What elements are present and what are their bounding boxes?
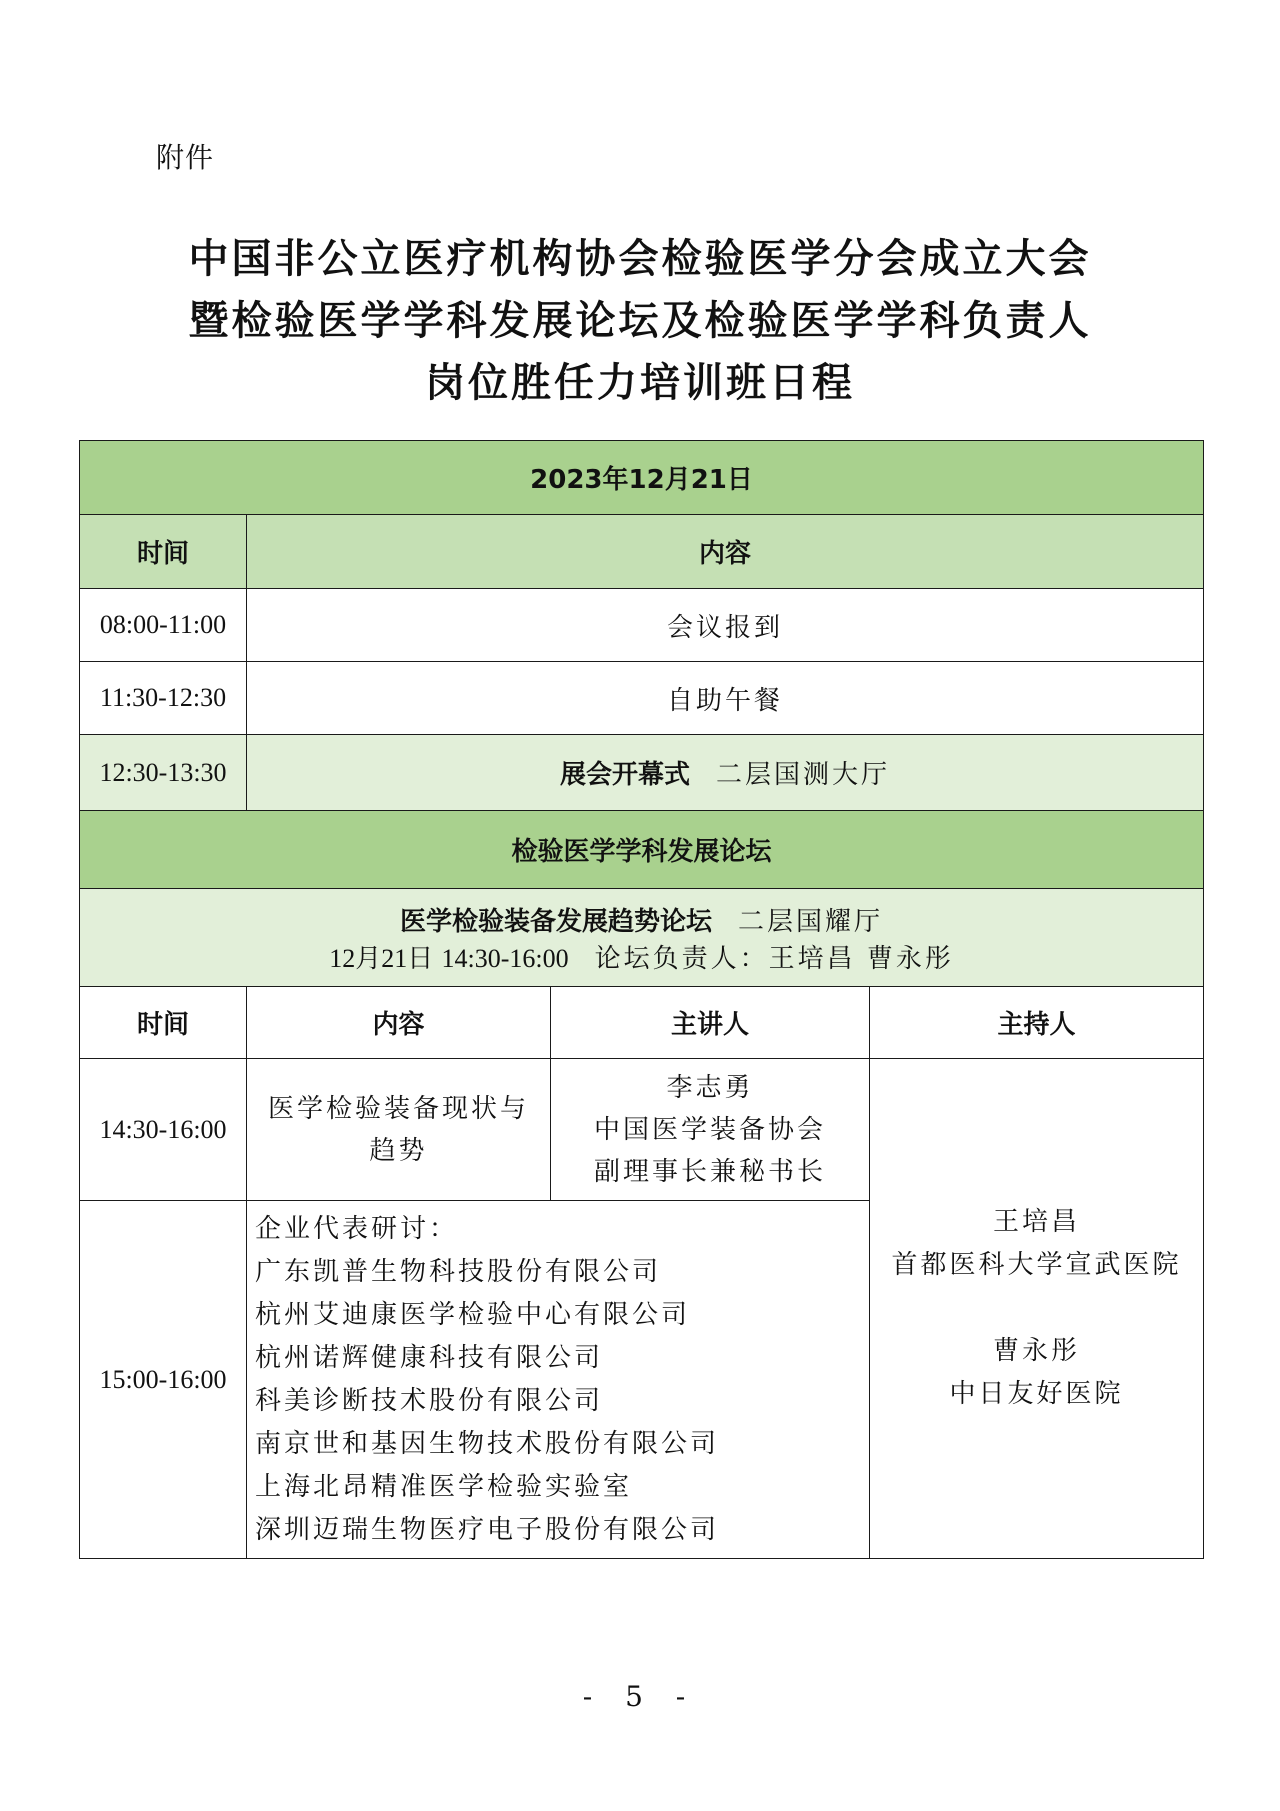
table-row [80, 589, 1204, 662]
page-number: - 5 - [582, 1680, 698, 1713]
session2-time: 15:00-16:00 [80, 1201, 247, 1559]
row-content [247, 735, 1204, 811]
subheader-time: 时间 [80, 987, 247, 1059]
speaker-title: 副理事长兼秘书长 [593, 1156, 826, 1187]
table-row [80, 662, 1204, 735]
document-title [0, 228, 1280, 414]
subheader-host: 主持人 [870, 987, 1204, 1059]
list-item: 杭州诺辉健康科技有限公司 [255, 1342, 604, 1373]
session1-time: 14:30-16:00 [80, 1059, 247, 1201]
speaker-name: 李志勇 [666, 1072, 754, 1103]
host-org: 中日友好医院 [949, 1379, 1124, 1409]
subheader-speaker: 主讲人 [551, 987, 870, 1059]
title-line-3: 岗位胜任力培训班日程 [425, 360, 855, 406]
title-line-1: 中国非公立医疗机构协会检验医学分会成立大会 [188, 236, 1092, 282]
list-item: 企业代表研讨： [255, 1213, 459, 1244]
list-item: 深圳迈瑞生物医疗电子股份有限公司 [255, 1514, 720, 1545]
host-name: 王培昌 [993, 1207, 1081, 1237]
host-name: 曹永彤 [993, 1336, 1081, 1366]
list-item: 南京世和基因生物技术股份有限公司 [255, 1428, 720, 1459]
list-item: 杭州艾迪康医学检验中心有限公司 [255, 1299, 691, 1330]
speaker-org: 中国医学装备协会 [593, 1114, 826, 1145]
forum-title: 检验医学学科发展论坛 [80, 811, 1204, 889]
session1-content: 医学检验装备现状与 趋势 [247, 1059, 551, 1201]
row-content: 会议报到 [247, 589, 1204, 662]
session2-content [247, 1201, 870, 1559]
header-time: 时间 [80, 515, 247, 589]
header-content: 内容 [247, 515, 1204, 589]
subforum-venue: 二层国耀厅 [738, 906, 884, 937]
session1-speaker [551, 1059, 870, 1201]
subheader-content: 内容 [247, 987, 551, 1059]
subforum-info [80, 889, 1204, 987]
subforum-name: 医学检验装备发展趋势论坛 [400, 906, 713, 937]
row-time: 12:30-13:30 [80, 735, 247, 811]
table-row [80, 1059, 1204, 1201]
title-line-2: 暨检验医学学科发展论坛及检验医学学科负责人 [188, 298, 1092, 344]
row-content: 自助午餐 [247, 662, 1204, 735]
opening-ceremony-venue: 二层国测大厅 [716, 760, 891, 790]
attachment-label: 附件 [156, 141, 215, 174]
hosts-cell [870, 1059, 1204, 1559]
host-org: 首都医科大学宣武医院 [891, 1250, 1182, 1280]
subforum-time: 14:30-16:00 [441, 943, 569, 973]
opening-ceremony-label: 展会开幕式 [560, 760, 691, 790]
list-item: 科美诊断技术股份有限公司 [255, 1385, 604, 1416]
subforum-leaders: 论坛负责人：王培昌 曹永彤 [594, 943, 954, 974]
list-item: 广东凯普生物科技股份有限公司 [255, 1256, 662, 1287]
list-item: 上海北昂精准医学检验实验室 [255, 1471, 633, 1502]
row-time: 08:00-11:00 [80, 589, 247, 662]
row-time: 11:30-12:30 [80, 662, 247, 735]
table-row [80, 735, 1204, 811]
subforum-date: 12月21日 [329, 943, 434, 973]
schedule-date: 2023年12月21日 [80, 441, 1204, 515]
schedule-table [79, 440, 1204, 1559]
